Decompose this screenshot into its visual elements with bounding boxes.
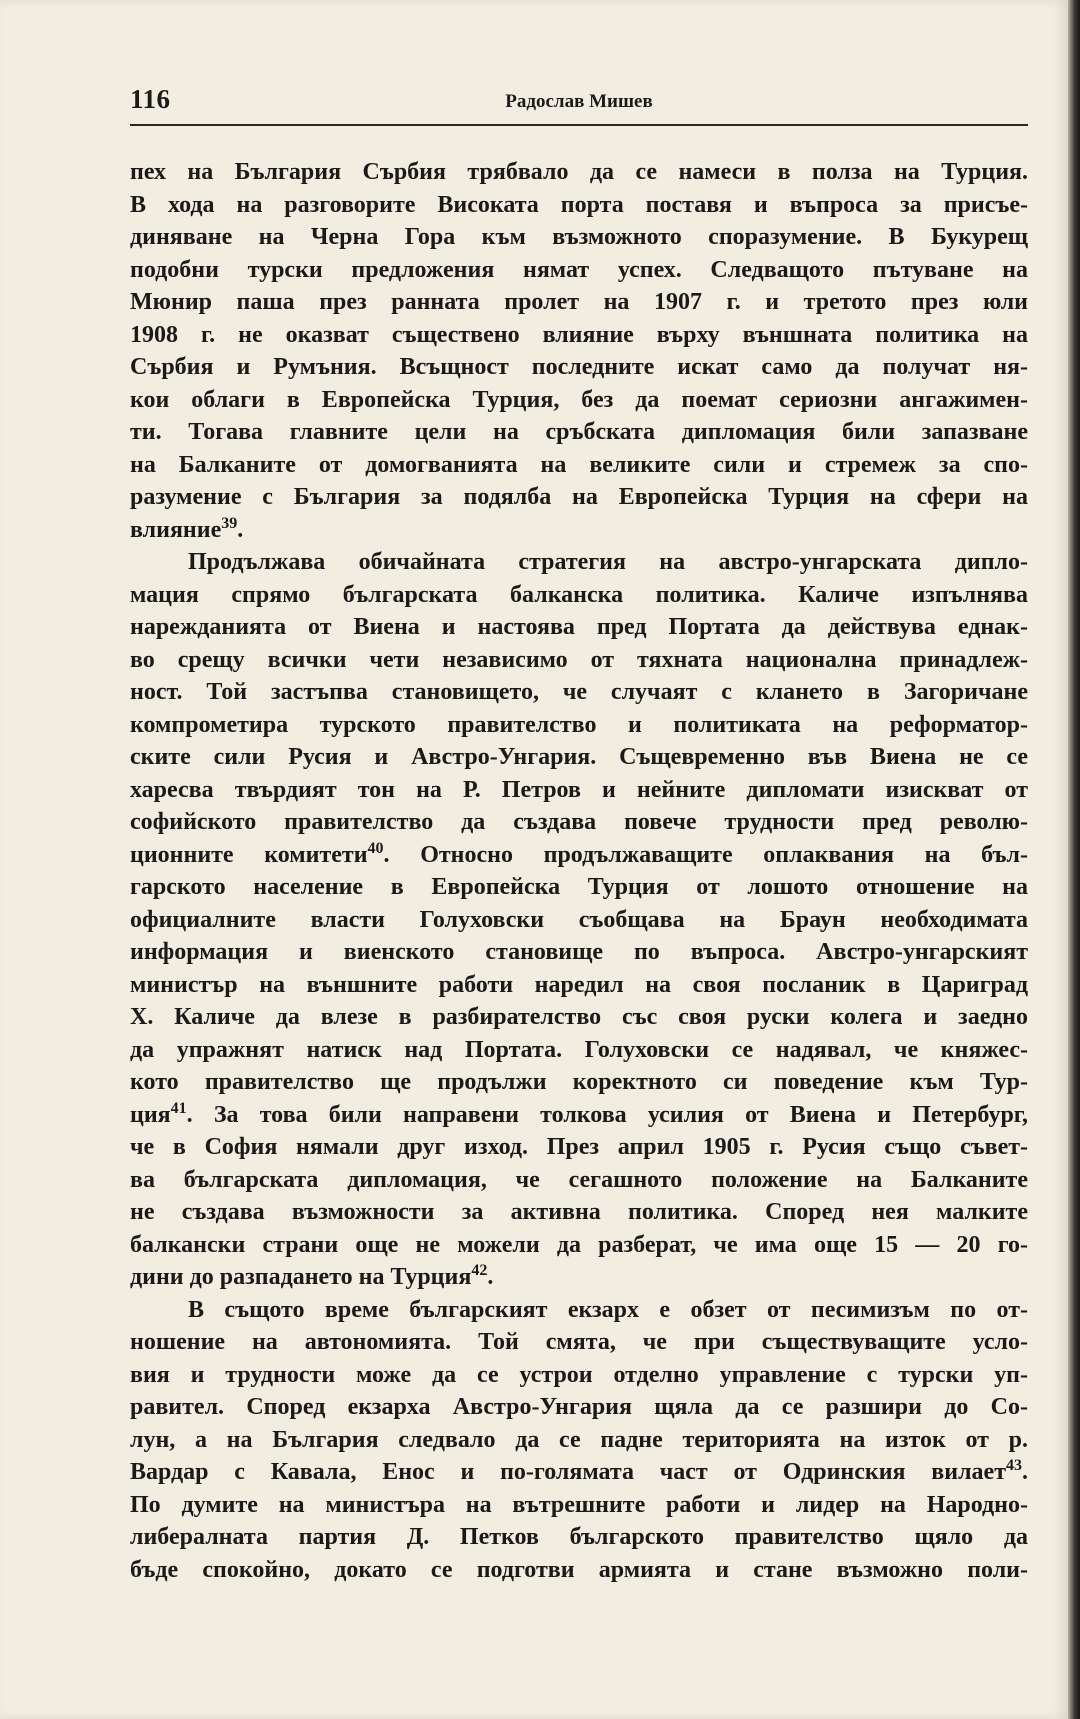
line-text: В същото време българският екзарх е обзет от песимизъм по от- — [188, 1296, 1028, 1323]
line-text: разумение с България за подялба на Европейска Турция на сфери на — [130, 484, 1028, 510]
text-line — [130, 709, 1028, 742]
text-line — [130, 644, 1028, 677]
line-text-continued: . Относно продължаващите оплаквания на бъл- — [383, 841, 1028, 868]
line-text: ция — [130, 1101, 171, 1128]
line-text: бъде спокойно, докато се подготви армията и стане възможно поли- — [130, 1556, 1028, 1583]
text-line — [130, 449, 1028, 482]
page-header — [130, 80, 1028, 126]
line-text: во срещу всички чети независимо от тяхната национална принадлеж- — [130, 646, 1028, 673]
text-line — [130, 611, 1028, 644]
text-line — [130, 1131, 1028, 1164]
text-line — [130, 384, 1028, 417]
text-line — [130, 514, 1028, 547]
line-text: ност. Той застъпва становището, че случаят с клането в Загоричане — [130, 679, 1028, 705]
line-text: Мюнир паша през ранната пролет на 1907 г. и третото през юли — [130, 289, 1028, 315]
line-text: ционните комитети — [130, 841, 368, 868]
line-text: В хода на разговорите Високата порта поставя и въпроса за присъе- — [130, 191, 1028, 218]
text-line — [130, 904, 1028, 937]
line-text: ти. Тогава главните цели на сръбската дипломация били запазване — [130, 419, 1028, 445]
text-line — [130, 936, 1028, 969]
line-text: либералната партия Д. Петков българското правителство щяло да — [130, 1524, 1028, 1550]
text-line — [130, 1164, 1028, 1197]
line-text: Х. Каличе да влезе в разбирателство със своя руски колега и заедно — [130, 1004, 1028, 1030]
line-text: лун, а на България следвало да се падне територията на изток от р. — [130, 1426, 1028, 1453]
text-line — [130, 839, 1028, 872]
line-text: официалните власти Голуховски съобщава на Браун необходимата — [130, 906, 1028, 933]
line-text: Сърбия и Румъния. Всъщност последните искат само да получат ня- — [130, 354, 1028, 380]
line-text-continued: . За това били направени толкова усилия от Виена и Петербург, — [186, 1101, 1028, 1128]
text-line — [130, 1066, 1028, 1099]
line-text: мация спрямо българската балканска политика. Каличе изпълнява — [130, 581, 1028, 608]
footnote-marker: 43 — [1006, 1457, 1022, 1474]
line-text: Вардар с Кавала, Енос и по-голямата част от Одринския вилает — [130, 1459, 1006, 1485]
text-line — [130, 156, 1028, 189]
text-line — [130, 1521, 1028, 1554]
line-text: ношение на автономията. Той смята, че при съществуващите усло- — [130, 1329, 1028, 1355]
text-line — [130, 1229, 1028, 1262]
text-line — [130, 871, 1028, 904]
line-text: влияние — [130, 516, 222, 543]
line-text: подобни турски предложения нямат успех. Следващото пътуване на — [130, 256, 1028, 283]
line-text: харесва твърдият тон на Р. Петров и нейните дипломати изискват от — [130, 776, 1028, 803]
line-text: По думите на министъра на вътрешните работи и лидер на Народно- — [130, 1491, 1028, 1518]
text-line — [130, 1196, 1028, 1229]
text-line — [130, 1294, 1028, 1327]
text-line — [130, 1326, 1028, 1359]
footnote-marker: 42 — [471, 1262, 488, 1279]
footnote-marker: 41 — [170, 1099, 187, 1117]
text-line — [130, 189, 1028, 222]
text-line — [130, 286, 1028, 319]
line-text: нарежданията от Виена и настоява пред Портата да действува еднак- — [130, 614, 1028, 640]
text-line — [130, 741, 1028, 774]
line-text: на Балканите от домогванията на великите сили и стремеж за спо- — [130, 451, 1028, 478]
line-text: кото правителство ще продължи коректното си поведение към Тур- — [130, 1069, 1028, 1095]
text-line — [130, 1456, 1028, 1489]
line-text: информация и виенското становище по въпроса. Австро-унгарският — [130, 939, 1028, 965]
line-text: 1908 г. не оказват съществено влияние върху външната политика на — [130, 321, 1028, 348]
line-text: компрометира турското правителство и политиката на реформатор- — [130, 711, 1028, 738]
line-text: да упражнят натиск над Портата. Голуховски се надявал, че княжес- — [130, 1036, 1028, 1063]
text-line — [130, 969, 1028, 1002]
page-number: 116 — [130, 84, 171, 114]
line-text: равител. Според екзарха Австро-Унгария щяла да се разшири до Со- — [130, 1394, 1028, 1420]
line-text: балкански страни още не можели да разберат, че има още 15 — 20 го- — [130, 1231, 1028, 1258]
footnote-marker: 39 — [221, 514, 238, 532]
line-text: не създава възможности за активна политика. Според нея малките — [130, 1199, 1028, 1225]
line-text: ските сили Русия и Австро-Унгария. Същевременно във Виена не се — [130, 744, 1028, 770]
text-line — [130, 254, 1028, 287]
text-line — [130, 676, 1028, 709]
line-text: че в София нямали друг изход. През април 1905 г. Русия също съвет- — [130, 1134, 1028, 1160]
body-text — [130, 156, 1028, 1586]
text-line — [130, 1359, 1028, 1392]
line-text: кои облаги в Европейска Турция, без да поемат сериозни ангажимен- — [130, 386, 1028, 413]
text-line — [130, 319, 1028, 352]
text-line — [130, 1424, 1028, 1457]
text-line — [130, 1489, 1028, 1522]
footnote-marker: 40 — [367, 839, 384, 857]
line-text-continued: . — [237, 516, 244, 543]
text-line — [130, 351, 1028, 384]
line-text: диняване на Черна Гора към възможното споразумение. В Букурещ — [130, 224, 1028, 250]
text-line — [130, 1034, 1028, 1067]
text-line — [130, 416, 1028, 449]
page-edge-shadow — [1068, 0, 1080, 1719]
line-text: Продължава обичайната стратегия на австро-унгарската дипло- — [188, 549, 1028, 575]
text-line — [130, 806, 1028, 839]
text-line — [130, 1099, 1028, 1132]
line-text: софийското правителство да създава повече трудности пред револю- — [130, 809, 1028, 835]
line-text: вия и трудности може да се устрои отделно управление с турски уп- — [130, 1361, 1028, 1388]
text-line — [130, 579, 1028, 612]
line-text: пех на България Сърбия трябвало да се намеси в полза на Турция. — [130, 159, 1028, 185]
running-head: Радослав Мишев — [505, 91, 653, 112]
text-line — [130, 1391, 1028, 1424]
text-line — [130, 546, 1028, 579]
line-text: министър на външните работи наредил на своя посланик в Цариград — [130, 971, 1028, 998]
text-line — [130, 1261, 1028, 1294]
text-line — [130, 1554, 1028, 1587]
text-line — [130, 774, 1028, 807]
line-text: дини до разпадането на Турция — [130, 1264, 472, 1290]
text-line — [130, 1001, 1028, 1034]
line-text: ва българската дипломация, че сегашното положение на Балканите — [130, 1166, 1028, 1193]
line-text-continued: . — [1022, 1459, 1028, 1485]
line-text-continued: . — [487, 1264, 494, 1290]
line-text: гарското население в Европейска Турция от лошото отношение на — [130, 874, 1028, 900]
text-line — [130, 481, 1028, 514]
text-line — [130, 221, 1028, 254]
